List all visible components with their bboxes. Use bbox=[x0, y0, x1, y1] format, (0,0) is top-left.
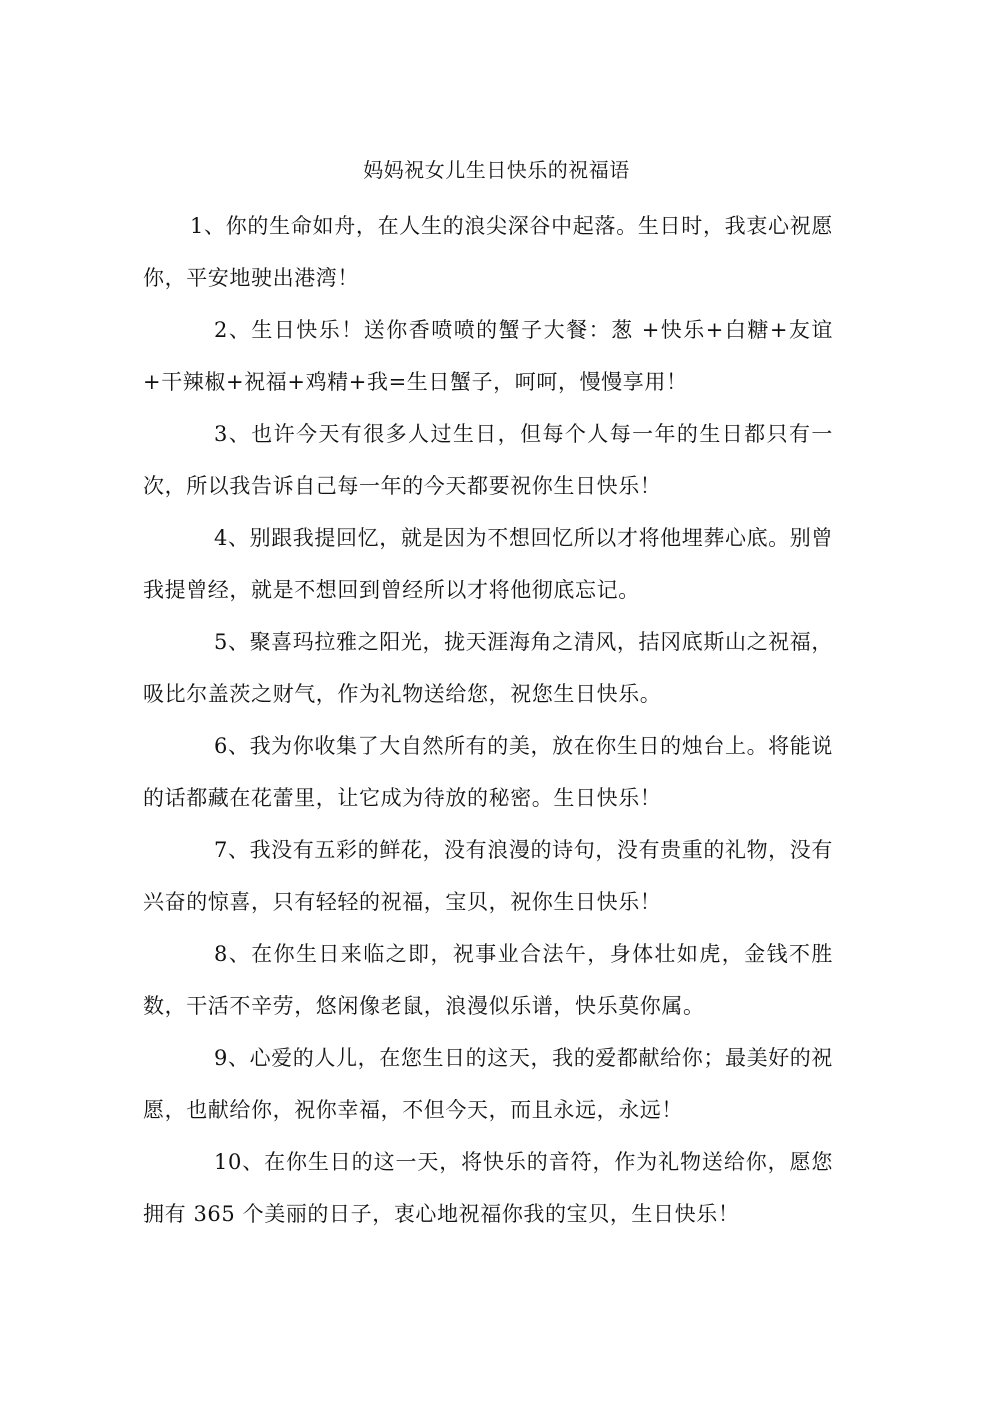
paragraph-8: 8、在你生日来临之即，祝事业合法午，身体壮如虎，金钱不胜数，干活不辛劳，悠闲像老鼠，浪漫似乐谱，快乐莫你属。 bbox=[143, 942, 833, 1018]
paragraph-7: 7、我没有五彩的鲜花，没有浪漫的诗句，没有贵重的礼物，没有兴奋的惊喜，只有轻轻的祝福，宝贝，祝你生日快乐！ bbox=[143, 838, 833, 914]
paragraph-6: 6、我为你收集了大自然所有的美，放在你生日的烛台上。将能说的话都藏在花蕾里，让它成为待放的秘密。生日快乐！ bbox=[143, 734, 833, 810]
paragraph-1: 1、你的生命如舟，在人生的浪尖深谷中起落。生日时，我衷心祝愿你，平安地驶出港湾！ bbox=[143, 214, 833, 290]
paragraph-10: 10、在你生日的这一天，将快乐的音符，作为礼物送给你，愿您拥有 365 个美丽的日子，衷心地祝福你我的宝贝，生日快乐！ bbox=[143, 1150, 833, 1226]
document-body bbox=[143, 200, 833, 1240]
paragraph-9: 9、心爱的人儿，在您生日的这天，我的爱都献给你；最美好的祝愿，也献给你，祝你幸福，不但今天，而且永远，永远！ bbox=[143, 1046, 833, 1122]
paragraph-4: 4、别跟我提回忆，就是因为不想回忆所以才将他埋葬心底。别曾我提曾经，就是不想回到曾经所以才将他彻底忘记。 bbox=[143, 526, 833, 602]
paragraph-3: 3、也许今天有很多人过生日，但每个人每一年的生日都只有一次，所以我告诉自己每一年的今天都要祝你生日快乐！ bbox=[143, 422, 833, 498]
document-title: 妈妈祝女儿生日快乐的祝福语 bbox=[363, 158, 630, 182]
paragraph-2: 2、生日快乐！送你香喷喷的蟹子大餐：葱 +快乐+白糖+友谊+干辣椒+祝福+鸡精+我=生日蟹子，呵呵，慢慢享用！ bbox=[143, 318, 833, 394]
paragraph-5: 5、聚喜玛拉雅之阳光，拢天涯海角之清风，拮冈底斯山之祝福，吸比尔盖茨之财气，作为礼物送给您，祝您生日快乐。 bbox=[143, 630, 833, 706]
